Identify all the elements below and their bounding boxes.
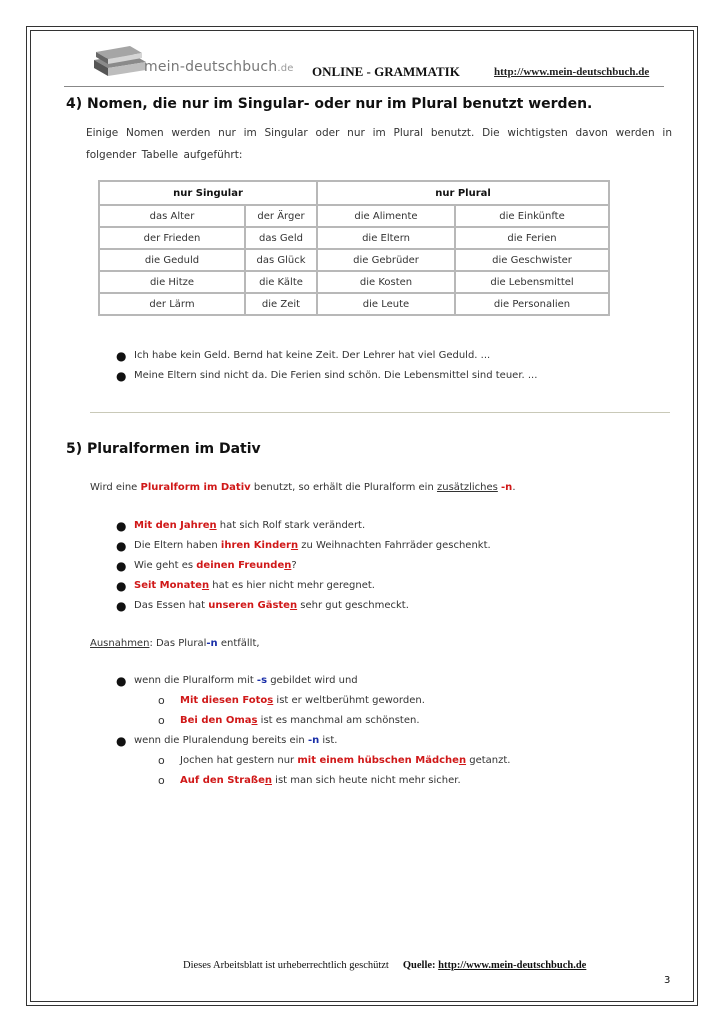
source-label: Quelle: <box>402 960 436 971</box>
list-item: ● Das Essen hat unseren Gästen sehr gut geschmeckt. <box>116 599 409 613</box>
list-item: ● Meine Eltern sind nicht da. Die Ferien sind schön. Die Lebensmittel sind teuer. ... <box>116 369 538 383</box>
table-row <box>99 293 609 315</box>
table-cell: die Zeit <box>245 293 317 315</box>
table-cell: der Lärm <box>99 293 245 315</box>
table-cell: die Geduld <box>99 249 245 271</box>
table-cell: die Eltern <box>317 227 455 249</box>
page-border-inner <box>30 30 694 1002</box>
bullet-icon: ● <box>116 579 127 593</box>
table-cell: die Einkünfte <box>455 205 609 227</box>
circle-bullet-icon: o <box>158 754 165 767</box>
logo-wordmark: mein-deutschbuch.de <box>144 59 294 75</box>
table-cell: die Ferien <box>455 227 609 249</box>
table-cell: die Leute <box>317 293 455 315</box>
sub-list-item: o Bei den Omas ist es manchmal am schönsten. <box>158 714 420 727</box>
table-cell: die Alimente <box>317 205 455 227</box>
sub-list-item: o Auf den Straßen ist man sich heute nicht mehr sicher. <box>158 774 461 787</box>
list-item: ● Mit den Jahren hat sich Rolf stark verändert. <box>116 519 366 533</box>
table-header-plural: nur Plural <box>317 181 609 205</box>
page-header <box>84 40 664 84</box>
header-title: ONLINE - GRAMMATIK <box>312 64 460 79</box>
bullet-icon: ● <box>116 539 127 553</box>
table-row <box>99 249 609 271</box>
page-number: 3 <box>664 975 671 986</box>
list-item: ● Ich habe kein Geld. Bernd hat keine Zeit. Der Lehrer hat viel Geduld. ... <box>116 349 491 363</box>
table-cell: die Gebrüder <box>317 249 455 271</box>
bullet-icon: ● <box>116 519 127 533</box>
bullet-icon: ● <box>116 674 127 688</box>
circle-bullet-icon: o <box>158 774 165 787</box>
book-logo-icon <box>90 42 150 82</box>
list-item: ● Die Eltern haben ihren Kindern zu Weihnachten Fahrräder geschenkt. <box>116 539 491 553</box>
source-url-link[interactable]: http://www.mein-deutschbuch.de <box>438 960 587 971</box>
bullet-icon: ● <box>116 734 127 748</box>
table-cell: das Alter <box>99 205 245 227</box>
sub-list-item: o Jochen hat gestern nur mit einem hübschen Mädchen getanzt. <box>158 754 511 767</box>
table-cell: die Kosten <box>317 271 455 293</box>
table-row <box>99 227 609 249</box>
table-row <box>99 205 609 227</box>
bullet-icon: ● <box>116 369 127 383</box>
list-item: ● wenn die Pluralendung bereits ein -n ist. <box>116 734 338 748</box>
table-cell: die Lebensmittel <box>455 271 609 293</box>
singular-plural-table <box>98 180 610 316</box>
table-cell: die Kälte <box>245 271 317 293</box>
table-cell: die Geschwister <box>455 249 609 271</box>
copyright-notice: Dieses Arbeitsblatt ist urheberrechtlich geschützt <box>183 960 389 971</box>
table-row <box>99 271 609 293</box>
circle-bullet-icon: o <box>158 694 165 707</box>
bullet-icon: ● <box>116 559 127 573</box>
table-cell: die Personalien <box>455 293 609 315</box>
table-cell: das Geld <box>245 227 317 249</box>
section-divider <box>90 412 670 413</box>
section-5-heading: 5) Pluralformen im Dativ <box>66 441 261 457</box>
rule-paragraph: Wird eine Pluralform im Dativ benutzt, so erhält die Pluralform ein zusätzliches -n. <box>90 482 516 493</box>
table-cell: das Glück <box>245 249 317 271</box>
sub-list-item: o Mit diesen Fotos ist er weltberühmt geworden. <box>158 694 425 707</box>
bullet-icon: ● <box>116 349 127 363</box>
table-header-singular: nur Singular <box>99 181 317 205</box>
page-footer <box>183 960 586 971</box>
section-4-intro: Einige Nomen werden nur im Singular oder nur im Plural benutzt. Die wichtigsten davon werden in folgender Tabelle aufgeführt: <box>86 127 672 161</box>
header-url-link[interactable]: http://www.mein-deutschbuch.de <box>494 66 650 78</box>
table-cell: der Ärger <box>245 205 317 227</box>
exceptions-paragraph: Ausnahmen: Das Plural-n entfällt, <box>90 638 260 649</box>
table-cell: die Hitze <box>99 271 245 293</box>
header-divider <box>64 86 664 87</box>
list-item: ● wenn die Pluralform mit -s gebildet wird und <box>116 674 358 688</box>
table-cell: der Frieden <box>99 227 245 249</box>
bullet-icon: ● <box>116 599 127 613</box>
list-item: ● Seit Monaten hat es hier nicht mehr geregnet. <box>116 579 375 593</box>
circle-bullet-icon: o <box>158 714 165 727</box>
section-4-heading: 4) Nomen, die nur im Singular- oder nur im Plural benutzt werden. <box>66 96 593 112</box>
list-item: ● Wie geht es deinen Freunden? <box>116 559 297 573</box>
